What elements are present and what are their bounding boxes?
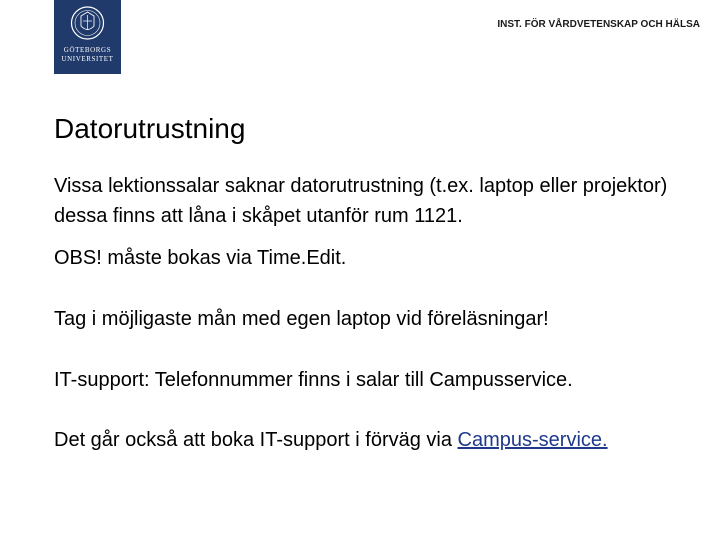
campus-service-link[interactable]: Campus-service.	[457, 429, 608, 451]
paragraph-it-support: IT-support: Telefonnummer finns i salar till Campusservice.	[54, 369, 573, 391]
department-header: INST. FÖR VÅRDVETENSKAP OCH HÄLSA	[497, 19, 700, 30]
paragraph-campus-service	[54, 425, 720, 455]
paragraph-booking-note: OBS! måste bokas via Time.Edit.	[54, 247, 347, 269]
slide-title: Datorutrustning	[54, 113, 246, 144]
logo-line-2: UNIVERSITET	[61, 55, 114, 63]
paragraph-laptop-advice: Tag i möjligaste mån med egen laptop vid föreläsningar!	[54, 308, 549, 330]
logo-line-1: GÖTEBORGS	[63, 46, 112, 54]
university-logo	[54, 0, 121, 74]
paragraph-equipment: Vissa lektionssalar saknar datorutrustning (t.ex. laptop eller projektor) dessa finns att låna i skåpet utanför rum 1121.	[54, 175, 668, 227]
campus-service-prefix: Det går också att boka IT-support i förväg via	[54, 429, 458, 451]
university-seal-icon	[54, 0, 121, 46]
